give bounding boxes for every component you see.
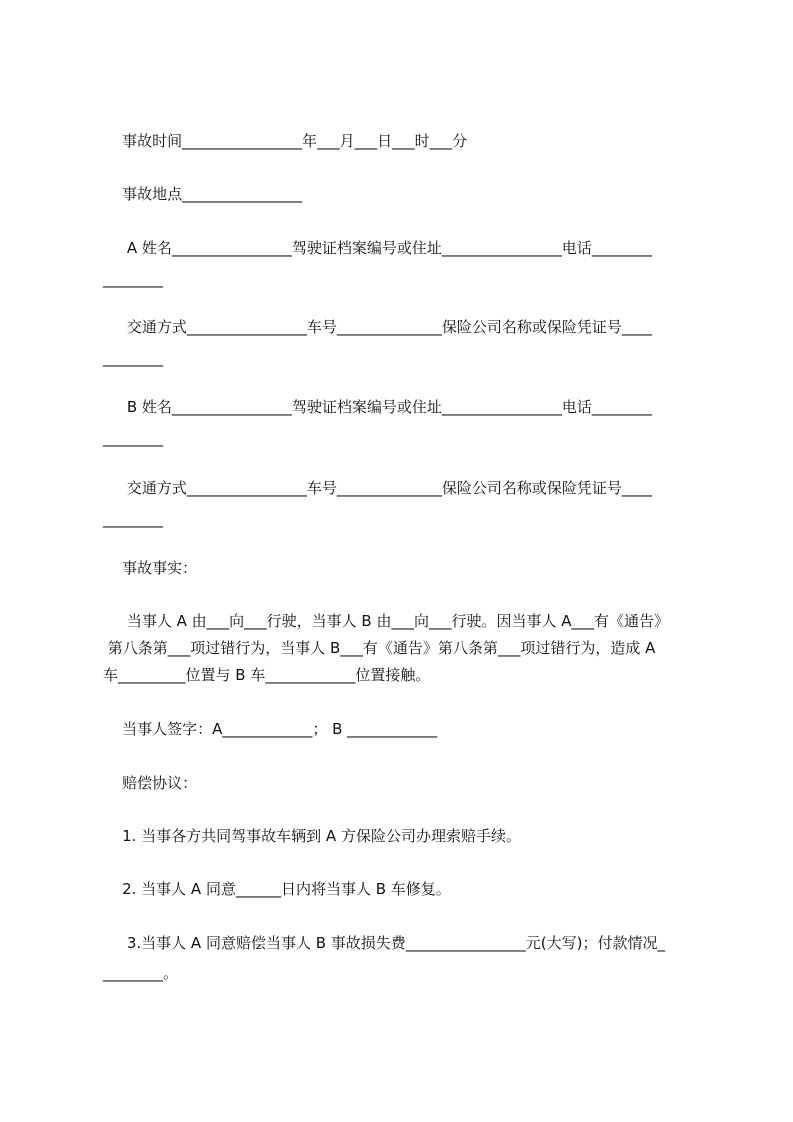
accident-location-line: 事故地点________________ xyxy=(103,185,303,203)
accident-facts-line-2: 第八条第___项过错行为，当事人 B___有《通告》第八条第___项过错行为，造成 A xyxy=(103,639,656,657)
party-b-vehicle-line-cont: ________ xyxy=(103,510,163,528)
compensation-heading: 赔偿协议： xyxy=(103,774,198,792)
party-a-name-line: A 姓名________________驾驶证档案编号或住址________________电话________ xyxy=(103,239,652,257)
accident-time-line: 事故时间________________年___月___日___时___分 xyxy=(103,132,468,150)
signature-line: 当事人签字：A____________； B ____________ xyxy=(103,720,438,738)
accident-facts-line-3: 车_________位置与 B 车____________位置接触。 xyxy=(103,666,431,684)
agreement-item-1: 1. 当事各方共同驾事故车辆到 A 方保险公司办理索赔手续。 xyxy=(103,827,521,845)
accident-facts-heading: 事故事实： xyxy=(103,559,198,577)
agreement-item-3-cont: ________。 xyxy=(103,964,179,982)
accident-facts-line-1: 当事人 A 由___向___行驶，当事人 B 由___向___行驶。因当事人 A___有《通告》 xyxy=(103,612,669,630)
party-a-vehicle-line: 交通方式________________车号______________保险公司名称或保险凭证号____ xyxy=(103,318,652,336)
party-a-vehicle-line-cont: ________ xyxy=(103,349,163,367)
party-a-name-line-cont: ________ xyxy=(103,270,163,288)
party-b-vehicle-line: 交通方式________________车号______________保险公司名称或保险凭证号____ xyxy=(103,479,652,497)
agreement-item-3: 3.当事人 A 同意赔偿当事人 B 事故损失费________________元(大写)；付款情况_ xyxy=(103,934,665,952)
party-b-name-line: B 姓名________________驾驶证档案编号或住址________________电话________ xyxy=(103,398,652,416)
party-b-name-line-cont: ________ xyxy=(103,429,163,447)
agreement-item-2: 2. 当事人 A 同意______日内将当事人 B 车修复。 xyxy=(103,880,451,898)
